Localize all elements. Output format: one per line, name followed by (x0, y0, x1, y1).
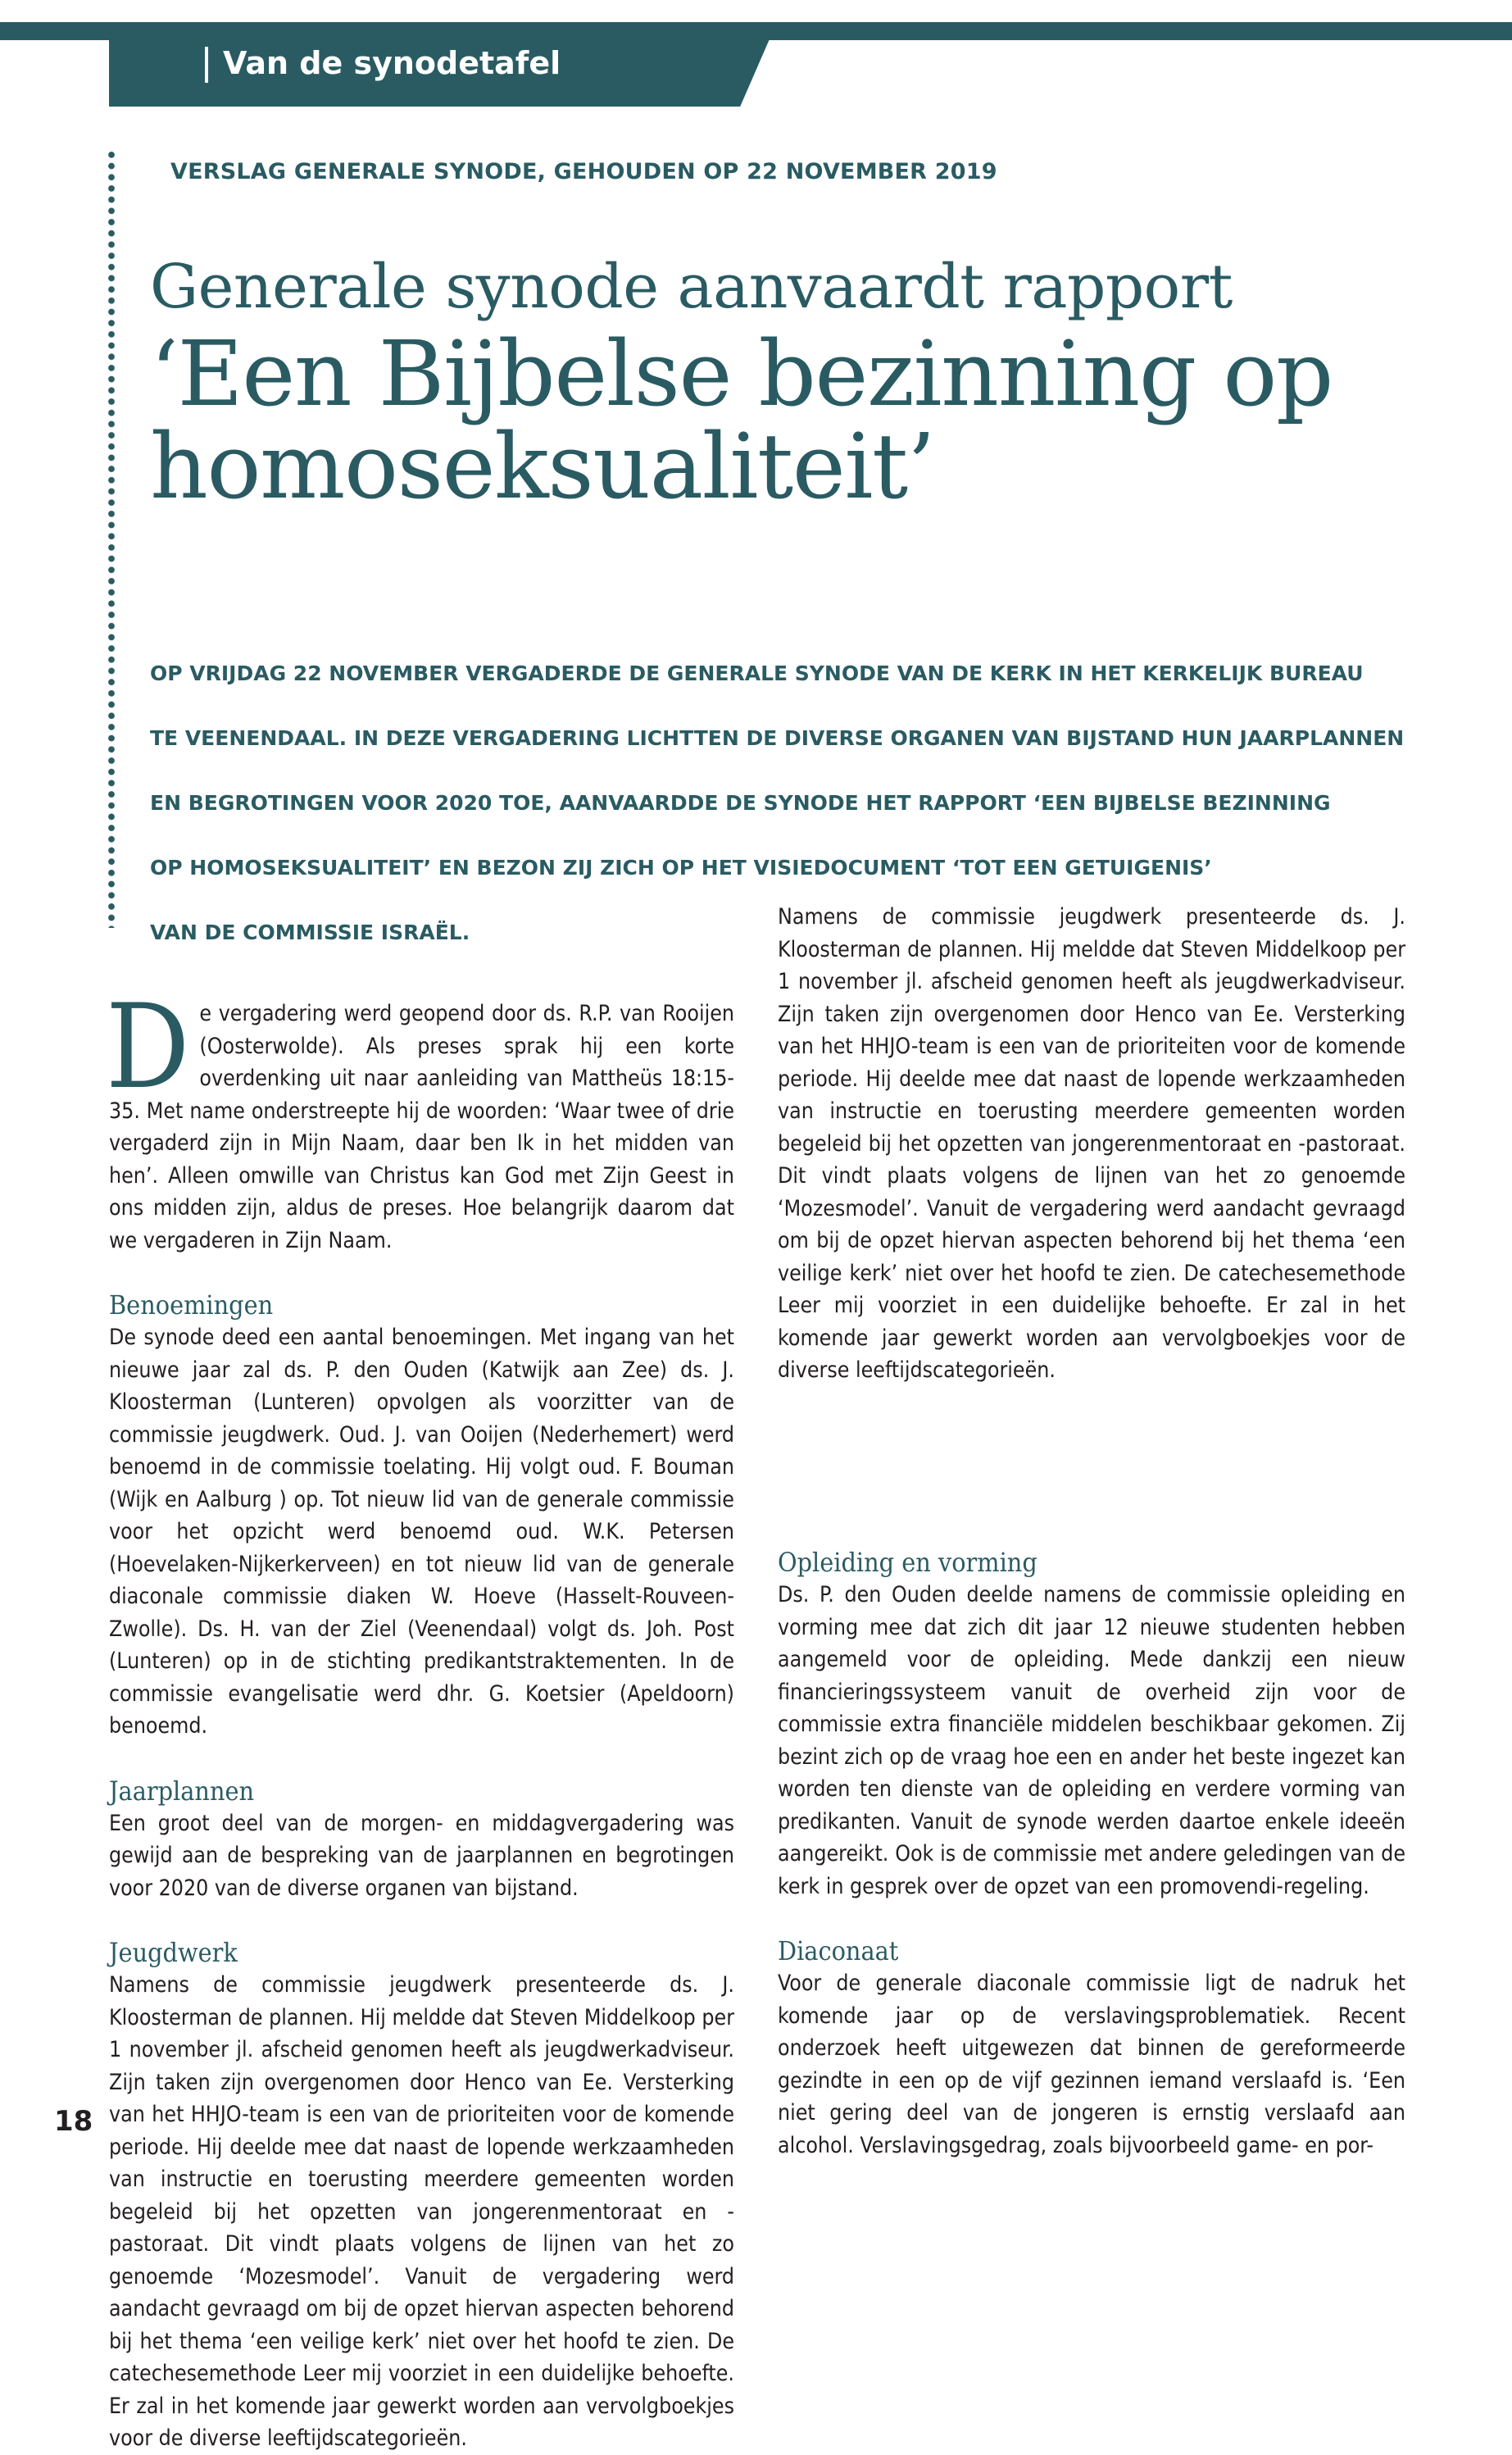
dropcap: D (106, 980, 190, 1115)
jeugdwerk-continued (778, 901, 1405, 1522)
dotted-rule (107, 149, 116, 928)
body-opleiding: Ds. P. den Ouden deelde namens de commissie opleiding en vorming mee dat zich dit jaar 12 nieuwe studenten hebben aangemeld voor de opleiding. Mede dankzij een nieuw financieringssysteem vanuit de overheid zijn voor de commissie extra financiële middelen beschikbaar gekomen. Zij bezint zich op de vraag hoe een en ander het beste ingezet kan worden ten dienste van de opleiding en verdere vorming van predikanten. Vanuit de synode werden daartoe enkele ideeën aangereikt. Ook is de commissie met andere geledingen van de kerk in gesprek over de opzet van een promovendi-regeling. (778, 1582, 1405, 1899)
column-left (106, 980, 734, 2451)
article-kicker: VERSLAG GENERALE SYNODE, GEHOUDEN OP 22 NOVEMBER 2019 (170, 159, 997, 184)
intro-paragraph (106, 980, 734, 1257)
body-diaconaat: Voor de generale diaconale commissie ligt de nadruk het komende jaar op de verslavingsproblematiek. Recent onderzoek heeft uitgewezen dat binnen de gereformeerde gezindte in een op de vijf gezinnen iemand verslaafd is. ‘Een niet gering deel van de jongeren is ernstig verslaafd aan alcohol. Verslavingsgedrag, zoals bijvoorbeeld game- en por- (778, 1971, 1405, 2158)
body-jaarplannen: Een groot deel van de morgen- en middagvergadering was gewijd aan de bespreking van de jaarplannen en begrotingen voor 2020 van de diverse organen van bijstand. (109, 1810, 734, 1901)
lead-line: OP VRIJDAG 22 NOVEMBER VERGADERDE DE GENERALE SYNODE VAN DE KERK IN HET KERKELIJK BUREAU (150, 661, 1364, 685)
heading-opleiding: Opleiding en vorming (778, 1547, 1038, 1578)
section-tab-divider (205, 47, 208, 83)
body-jeugdwerk: Namens de commissie jeugdwerk presenteerde ds. J. Kloosterman de plannen. Hij meldde dat Steven Middelkoop per 1 november jl. afscheid genomen heeft als jeugdwerkadviseur. Zijn taken zijn overgenomen door Henco van Ee. Versterking van het HHJO-team is een van de prioriteiten voor de komende periode. Hij deelde mee dat naast de lopende werkzaamheden van instructie en toerusting meerdere gemeenten worden begeleid bij het opzetten van jongerenmentoraat en -pastoraat. Dit vindt plaats volgens de lijnen van het zo genoemde ‘Mozesmodel’. Vanuit de vergadering werd aandacht gevraagd om bij de opzet hiervan aspecten behorend bij het thema ‘een veilige kerk’ niet over het hoofd te zien. De catechesemethode Leer mij voorziet in een duidelijke behoefte. Er zal in het komende jaar gewerkt worden aan vervolgboekjes voor de diverse leeftijdscategorieën. (109, 1972, 734, 2451)
lead-line: EN BEGROTINGEN VOOR 2020 TOE, AANVAARDDE DE SYNODE HET RAPPORT ‘EEN BIJBELSE BEZINNING (150, 791, 1331, 815)
heading-benoemingen: Benoemingen (109, 1289, 274, 1321)
lead-line: TE VEENENDAAL. IN DEZE VERGADERING LICHTTEN DE DIVERSE ORGANEN VAN BIJSTAND HUN JAARPLANNEN (150, 726, 1405, 750)
heading-jaarplannen: Jaarplannen (109, 1775, 255, 1807)
article-title (150, 246, 1333, 519)
title-line-3: homoseksualiteit’ (150, 414, 935, 519)
lead-line: OP HOMOSEKSUALITEIT’ EN BEZON ZIJ ZICH OP HET VISIEDOCUMENT ‘TOT EEN GETUIGENIS’ (150, 856, 1212, 880)
heading-diaconaat: Diaconaat (778, 1935, 899, 1966)
title-line-2: ‘Een Bijbelse bezinning op (150, 321, 1333, 426)
heading-jeugdwerk: Jeugdwerk (109, 1937, 238, 1968)
body-jeugdwerk-continued: Namens de commissie jeugdwerk presenteerde ds. J. Kloosterman de plannen. Hij meldde dat Steven Middelkoop per 1 november jl. afscheid genomen heeft als jeugdwerkadviseur. Zijn taken zijn overgenomen door Henco van Ee. Versterking van het HHJO-team is een van de prioriteiten voor de komende periode. Hij deelde mee dat naast de lopende werkzaamheden van instructie en toerusting meerdere gemeenten worden begeleid bij het opzetten van jongerenmentoraat en -pastoraat. Dit vindt plaats volgens de lijnen van het zo genoemde ‘Mozesmodel’. Vanuit de vergadering werd aandacht gevraagd om bij de opzet hiervan aspecten behorend bij het thema ‘een veilige kerk’ niet over het hoofd te zien. De catechesemethode Leer mij voorziet in een duidelijke behoefte. Er zal in het komende jaar gewerkt worden aan vervolgboekjes voor de diverse leeftijdscategorieën. (778, 904, 1405, 1383)
intro-text: e vergadering werd geopend door ds. R.P. van Rooijen (Oosterwolde). Als preses sprak hij een korte overdenking uit naar aanleiding van Mattheüs 18:15-35. Met name onderstreepte hij de woorden: ‘Waar twee of drie vergaderd zijn in Mijn Naam, daar ben Ik in het midden van hen’. Alleen omwille van Christus kan God met Zijn Geest in ons midden zijn, aldus de preses. Hoe belangrijk daarom dat we vergaderen in Zijn Naam. (109, 1001, 734, 1253)
page-number: 18 (54, 2105, 93, 2138)
column-right (778, 904, 1405, 2162)
section-label: Van de synodetafel (223, 45, 561, 81)
body-benoemingen: De synode deed een aantal benoemingen. Met ingang van het nieuwe jaar zal ds. P. den Ouden (Katwijk aan Zee) ds. J. Kloosterman (Lunteren) opvolgen als voorzitter van de commissie jeugdwerk. Oud. J. van Ooijen (Nederhemert) werd benoemd in de commissie toelating. Hij volgt oud. F. Bouman (Wijk en Aalburg ) op. Tot nieuw lid van de generale commissie voor het opzicht werd benoemd oud. W.K. Petersen (Hoevelaken-Nijkerkerveen) en tot nieuw lid van de generale diaconale commissie diaken W. Hoeve (Hasselt-Rouveen-Zwolle). Ds. H. van der Ziel (Veenendaal) volgt ds. Joh. Post (Lunteren) op in de stichting predikantstraktementen. In de commissie evangelisatie werd dhr. G. Koetsier (Apeldoorn) benoemd. (109, 1325, 734, 1739)
title-line-1: Generale synode aanvaardt rapport (150, 252, 1233, 322)
lead-line: VAN DE COMMISSIE ISRAËL. (150, 921, 470, 944)
